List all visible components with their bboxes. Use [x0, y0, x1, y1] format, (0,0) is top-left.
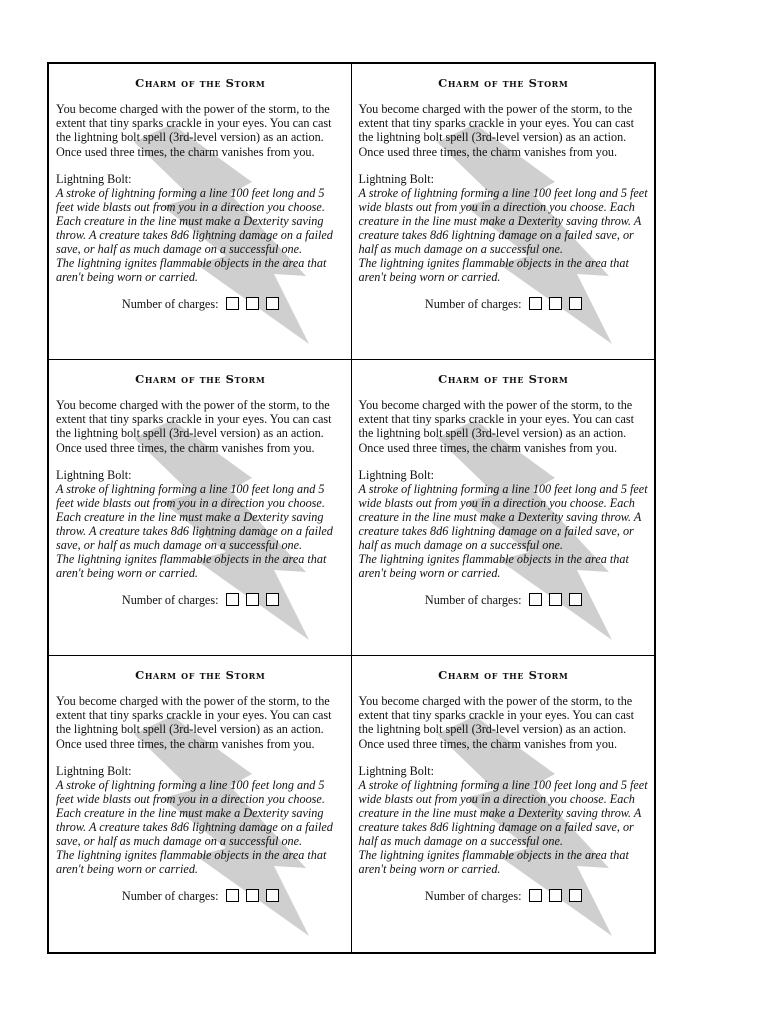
spell-name: Lightning Bolt: [358, 763, 434, 778]
spell-name: Lightning Bolt: [358, 171, 434, 186]
charge-checkbox[interactable] [549, 889, 562, 902]
charge-checkbox[interactable] [266, 593, 279, 606]
charges-label: Number of charges: [121, 296, 219, 311]
charges-row [56, 593, 345, 608]
charge-checkbox[interactable] [226, 889, 239, 902]
charge-checkbox[interactable] [549, 593, 562, 606]
charge-checkbox[interactable] [226, 593, 239, 606]
spell-note: The lightning ignites flammable objects in the area that aren't being worn or carried. [358, 847, 629, 876]
card-title: Charm of the Storm [135, 372, 266, 386]
spell-note: The lightning ignites flammable objects in the area that aren't being worn or carried. [56, 255, 327, 284]
spell-name: Lightning Bolt: [358, 467, 434, 482]
spell-description: A stroke of lightning forming a line 100 feet long and 5 feet wide blasts out from you in a direction you choose. Each creature in the line must make a Dexterity saving throw. A creature takes 8d6 lightning damage on a failed save, or half as much damage on a successful one. [56, 185, 333, 256]
charge-checkbox[interactable] [529, 889, 542, 902]
charge-checkbox[interactable] [529, 593, 542, 606]
spell-name: Lightning Bolt: [56, 467, 132, 482]
charge-checkbox[interactable] [246, 593, 259, 606]
spell-description: A stroke of lightning forming a line 100 feet long and 5 feet wide blasts out from you in a direction you choose. Each creature in the line must make a Dexterity saving throw. A creature takes 8d6 lightning damage on a failed save, or half as much damage on a successful one. [56, 777, 333, 848]
card-title: Charm of the Storm [135, 668, 266, 682]
charge-checkbox[interactable] [549, 297, 562, 310]
spell-name: Lightning Bolt: [56, 763, 132, 778]
charge-checkbox[interactable] [246, 889, 259, 902]
spell-description: A stroke of lightning forming a line 100 feet long and 5 feet wide blasts out from you in a direction you choose. Each creature in the line must make a Dexterity saving throw. A creature takes 8d6 lightning damage on a failed save, or half as much damage on a successful one. [358, 481, 648, 552]
charge-checkbox[interactable] [266, 297, 279, 310]
charm-description: You become charged with the power of the storm, to the extent that tiny sparks crackle in your eyes. You can cast the lightning bolt spell (3rd-level version) as an action. Once used three times, the charm vanishes from you. [358, 694, 634, 751]
spell-description: A stroke of lightning forming a line 100 feet long and 5 feet wide blasts out from you in a direction you choose. Each creature in the line must make a Dexterity saving throw. A creature takes 8d6 lightning damage on a failed save, or half as much damage on a successful one. [358, 185, 648, 256]
charges-row [56, 889, 345, 904]
spell-note: The lightning ignites flammable objects in the area that aren't being worn or carried. [56, 551, 327, 580]
charge-checkbox[interactable] [266, 889, 279, 902]
charge-checkbox[interactable] [226, 297, 239, 310]
spell-note: The lightning ignites flammable objects in the area that aren't being worn or carried. [358, 255, 629, 284]
charges-row [359, 297, 649, 312]
charm-description: You become charged with the power of the storm, to the extent that tiny sparks crackle in your eyes. You can cast the lightning bolt spell (3rd-level version) as an action. Once used three times, the charm vanishes from you. [56, 694, 332, 751]
charges-label: Number of charges: [424, 296, 522, 311]
spell-description: A stroke of lightning forming a line 100 feet long and 5 feet wide blasts out from you in a direction you choose. Each creature in the line must make a Dexterity saving throw. A creature takes 8d6 lightning damage on a failed save, or half as much damage on a successful one. [358, 777, 648, 848]
card-title: Charm of the Storm [135, 76, 266, 90]
charge-checkbox[interactable] [569, 593, 582, 606]
charges-label: Number of charges: [424, 888, 522, 903]
spell-description: A stroke of lightning forming a line 100 feet long and 5 feet wide blasts out from you in a direction you choose. Each creature in the line must make a Dexterity saving throw. A creature takes 8d6 lightning damage on a failed save, or half as much damage on a successful one. [56, 481, 333, 552]
charm-card [352, 360, 655, 656]
spell-name: Lightning Bolt: [56, 171, 132, 186]
charge-checkbox[interactable] [529, 297, 542, 310]
charm-card [352, 656, 655, 952]
charge-checkbox[interactable] [569, 297, 582, 310]
charges-label: Number of charges: [121, 888, 219, 903]
charges-label: Number of charges: [424, 592, 522, 607]
charm-card [352, 64, 655, 360]
charges-label: Number of charges: [121, 592, 219, 607]
spell-note: The lightning ignites flammable objects in the area that aren't being worn or carried. [56, 847, 327, 876]
card-title: Charm of the Storm [438, 372, 569, 386]
card-title: Charm of the Storm [438, 668, 569, 682]
charm-card [49, 64, 352, 360]
charm-description: You become charged with the power of the storm, to the extent that tiny sparks crackle in your eyes. You can cast the lightning bolt spell (3rd-level version) as an action. Once used three times, the charm vanishes from you. [358, 102, 634, 159]
charm-card [49, 656, 352, 952]
charm-description: You become charged with the power of the storm, to the extent that tiny sparks crackle in your eyes. You can cast the lightning bolt spell (3rd-level version) as an action. Once used three times, the charm vanishes from you. [358, 398, 634, 455]
charm-description: You become charged with the power of the storm, to the extent that tiny sparks crackle in your eyes. You can cast the lightning bolt spell (3rd-level version) as an action. Once used three times, the charm vanishes from you. [56, 102, 332, 159]
charges-row [56, 297, 345, 312]
charm-description: You become charged with the power of the storm, to the extent that tiny sparks crackle in your eyes. You can cast the lightning bolt spell (3rd-level version) as an action. Once used three times, the charm vanishes from you. [56, 398, 332, 455]
charm-card [49, 360, 352, 656]
card-title: Charm of the Storm [438, 76, 569, 90]
charges-row [359, 889, 649, 904]
charges-row [359, 593, 649, 608]
spell-note: The lightning ignites flammable objects in the area that aren't being worn or carried. [358, 551, 629, 580]
charm-card-sheet [47, 62, 656, 954]
charge-checkbox[interactable] [569, 889, 582, 902]
charge-checkbox[interactable] [246, 297, 259, 310]
